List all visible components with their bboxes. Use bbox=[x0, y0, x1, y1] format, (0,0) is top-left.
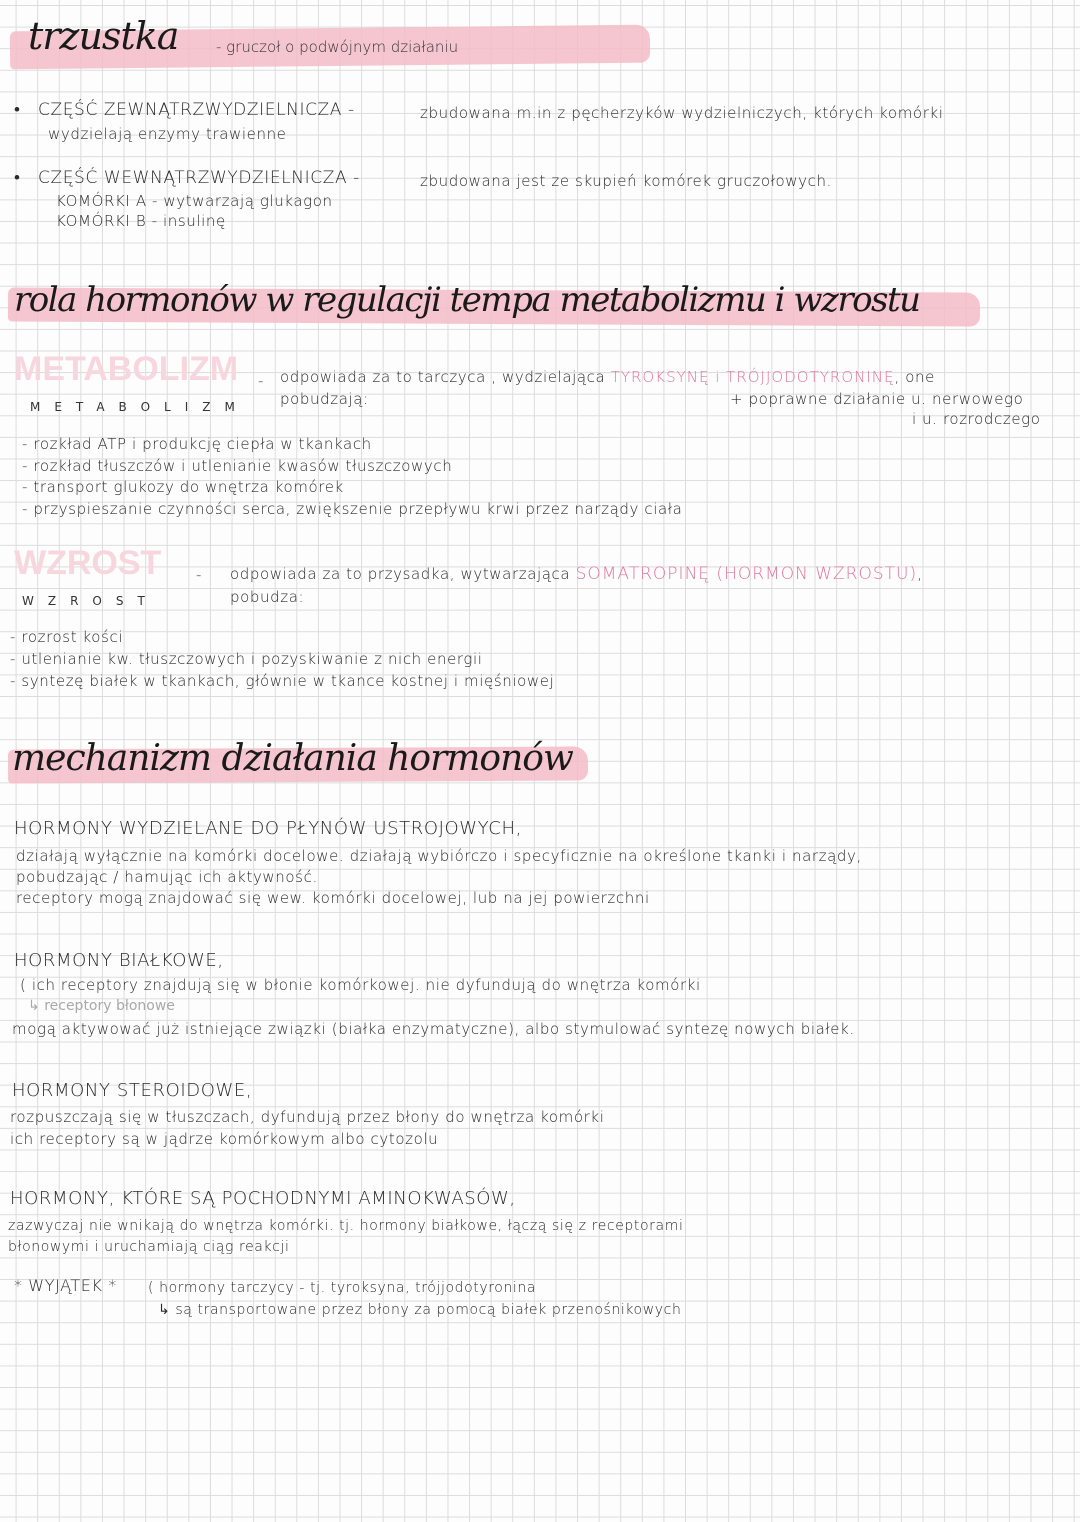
bullet-list bbox=[22, 434, 682, 520]
spaced-heading: METABOLIZM bbox=[30, 400, 249, 414]
section-title: mechanizm działania hormonów bbox=[12, 738, 573, 779]
text-block bbox=[10, 1106, 605, 1150]
text: , bbox=[917, 565, 923, 583]
text-line: pobudza: bbox=[230, 588, 305, 606]
text-line: + poprawne działanie u. nerwowego bbox=[730, 390, 1024, 408]
section-subtitle: - gruczoł o podwójnym działaniu bbox=[216, 38, 459, 56]
text-line bbox=[280, 368, 935, 386]
text: receptory błonowe bbox=[44, 998, 175, 1014]
item-label: CZĘŚĆ WEWNĄTRZWYDZIELNICZA - bbox=[38, 168, 360, 188]
item-text: wydzielają enzymy trawienne bbox=[48, 125, 287, 143]
text-line: pobudzają: bbox=[280, 390, 369, 408]
text-line: błonowymi i uruchamiają ciąg reakcji bbox=[8, 1239, 290, 1255]
list-item: - rozkład tłuszczów i utlenianie kwasów tłuszczowych bbox=[22, 456, 453, 475]
bullet-list bbox=[10, 626, 554, 692]
section-title: trzustka bbox=[28, 14, 179, 58]
text-line bbox=[230, 564, 922, 584]
subheading: HORMONY WYDZIELANE DO PŁYNÓW USTROJOWYCH, bbox=[14, 818, 522, 839]
item-text: zbudowana jest ze skupień komórek gruczołowych. bbox=[420, 172, 832, 190]
text-line: ich receptory są w jądrze komórkowym albo cytozolu bbox=[10, 1130, 439, 1148]
text-line: ( hormony tarczycy - tj. tyroksyna, trójjodotyronina bbox=[148, 1280, 537, 1296]
text-block bbox=[8, 1216, 683, 1258]
item-text: zbudowana m.in z pęcherzyków wydzielniczych, których komórki bbox=[420, 104, 944, 122]
list-item: - utlenianie kw. tłuszczowych i pozyskiwanie z nich energii bbox=[10, 650, 483, 668]
bullet: • bbox=[14, 100, 21, 120]
text-line: pobudzając / hamując ich aktywność. bbox=[16, 868, 318, 886]
text-line: i u. rozrodczego bbox=[912, 410, 1041, 428]
text-line: ↳ są transportowane przez błony za pomocą białek przenośnikowych bbox=[158, 1302, 682, 1318]
exception-label: * WYJĄTEK * bbox=[14, 1276, 117, 1295]
list-item: - rozrost kości bbox=[10, 628, 124, 646]
list-item: - syntezę białek w tkankach, głównie w tkance kostnej i mięśniowej bbox=[10, 672, 555, 690]
spaced-heading: WZROST bbox=[22, 594, 159, 608]
text: odpowiada za to tarczyca , wydzielająca bbox=[280, 368, 606, 386]
list-item: - rozkład ATP i produkcję ciepła w tkankach bbox=[22, 435, 372, 453]
text-block bbox=[16, 846, 862, 909]
text-line: receptory mogą znajdować się wew. komórki docelowej, lub na jej powierzchni bbox=[16, 889, 650, 907]
dash: - bbox=[258, 372, 265, 390]
text-line: rozpuszczają się w tłuszczach, dyfundują przez błony do wnętrza komórki bbox=[10, 1108, 605, 1126]
text-line: mogą aktywować już istniejące związki (białka enzymatyczne), albo stymulować syntezę nowych białek. bbox=[12, 1020, 855, 1038]
text: są transportowane przez błony za pomocą białek przenośnikowych bbox=[175, 1302, 682, 1318]
hormone-name: TYROKSYNĘ i TRÓJJODOTYRONINĘ bbox=[610, 368, 895, 386]
subheading: HORMONY, KTÓRE SĄ POCHODNYMI AMINOKWASÓW, bbox=[10, 1188, 516, 1209]
item-text: KOMÓRKI B - insulinę bbox=[56, 212, 226, 230]
text: hormony tarczycy - tj. tyroksyna, trójjodotyronina bbox=[159, 1280, 537, 1296]
item-text: KOMÓRKI A - wytwarzają glukagon bbox=[56, 192, 333, 210]
hormone-name: SOMATROPINĘ (HORMON WZROSTU) bbox=[575, 564, 918, 584]
bullet: • bbox=[14, 168, 21, 188]
text: ich receptory znajdują się w błonie komórkowej. nie dyfundują do wnętrza komórki bbox=[31, 976, 701, 994]
subheading: HORMONY STEROIDOWE, bbox=[12, 1080, 253, 1101]
text-line: ( ich receptory znajdują się w błonie komórkowej. nie dyfundują do wnętrza komórki bbox=[20, 976, 701, 994]
ghost-heading: WZROST bbox=[14, 544, 162, 582]
list-item: - przyspieszanie czynności serca, zwiększenie przepływu krwi przez narządy ciała bbox=[22, 499, 683, 518]
dash: - bbox=[196, 566, 203, 584]
ghost-heading: METABOLIZM bbox=[14, 350, 239, 388]
subheading: HORMONY BIAŁKOWE, bbox=[14, 950, 224, 971]
item-label: CZĘŚĆ ZEWNĄTRZWYDZIELNICZA - bbox=[38, 100, 355, 120]
text-line: działają wyłącznie na komórki docelowe. działają wybiórczo i specyficznie na określone tkanki i narządy, bbox=[16, 847, 862, 865]
text: , one bbox=[894, 368, 935, 386]
section-title: rola hormonów w regulacji tempa metabolizmu i wzrostu bbox=[14, 280, 920, 320]
text: odpowiada za to przysadka, wytwarzająca bbox=[230, 565, 571, 583]
text-line: zazwyczaj nie wnikają do wnętrza komórki. tj. hormony białkowe, łączą się z receptorami bbox=[8, 1218, 684, 1234]
annotation: ↳ receptory błonowe bbox=[28, 998, 175, 1014]
list-item: - transport glukozy do wnętrza komórek bbox=[22, 478, 344, 497]
